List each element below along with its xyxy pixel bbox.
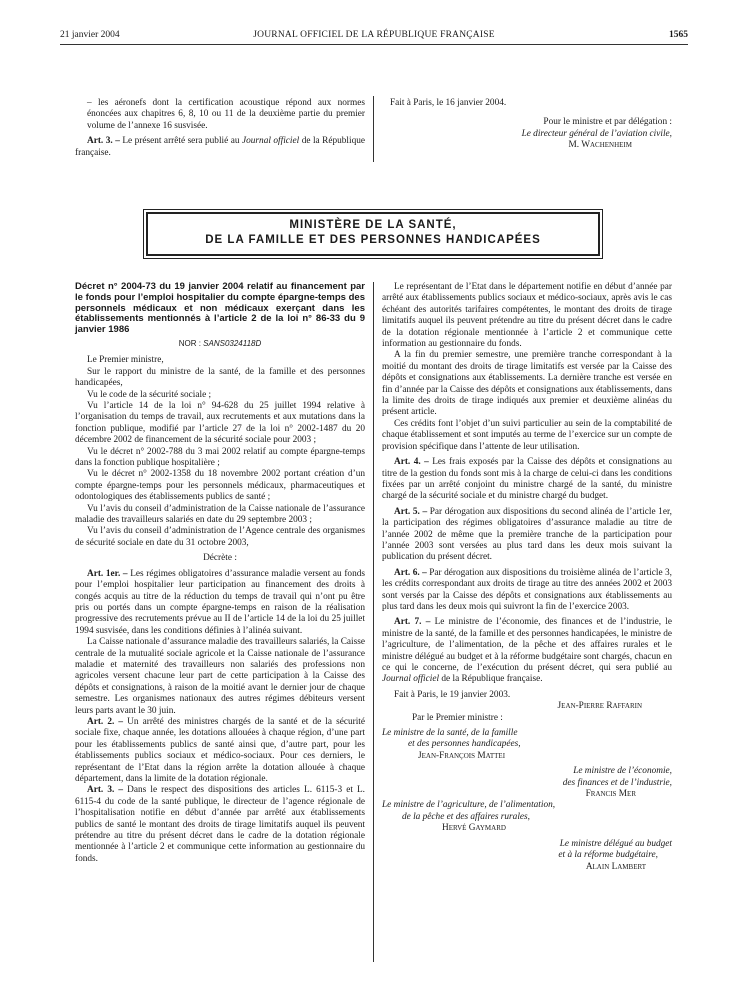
article-3-previous: Art. 3. – Le présent arrêté sera publié au Journal officiel de la République française. xyxy=(75,136,366,158)
decree-right-column xyxy=(382,282,672,873)
top-right-column xyxy=(390,98,672,152)
delegation-line: Pour le ministre et par délégation : xyxy=(543,117,672,128)
top-left-column xyxy=(75,98,365,159)
signature-block-sante: Le ministre de la santé, de la famille et des personnes handicapées, Jean-François Mattei xyxy=(382,728,521,761)
article-6: Art. 6. – Par dérogation aux dispositions du troisième alinéa de l’article 3, les crédits correspondant aux droits de tirage au titre des années 2002 et 2003 sont versés par la Caisse des dépôts et consignations aux établissements au plus tard dans les deux mois qui suivront la fin de l’exercice 2003. xyxy=(382,567,673,612)
visa: Sur le rapport du ministre de la santé, de la famille et des personnes handicapées, xyxy=(75,366,365,389)
article-1-paragraph-2: La Caisse nationale d’assurance maladie des travailleurs salariés, la Caisse centrale de la mutualité sociale agricole et la Caisse nationale de l’assurance maladie et maternité des travailleurs non salariés des professions non agricoles versent chacune leur part de cette participation à la Caisse des dépôts et consignations, à raison de la moitié avant le dernier jour de chaque semestre. Les organismes nationaux des autres régimes débiteurs versent leurs parts avant le 30 juin. xyxy=(75,637,365,716)
nor-reference: NOR : SANS0324118D xyxy=(178,338,262,348)
pm-name: Jean-Pierre Raffarin xyxy=(557,701,642,712)
article-2: Art. 2. – Un arrêté des ministres chargés de la santé et de la sécurité sociale fixe, chaque année, les dotations allouées à chaque région, d’une part pour les établissements publics de santé ainsi que, d’autre part, pour les établissements publics sociaux et médico-sociaux. Pour ces derniers, le représentant de l’Etat dans la région arrête la dotation allouée à chaque département, dans la limite de la dotation régionale. xyxy=(75,716,366,785)
header-journal-title: JOURNAL OFFICIEL DE LA RÉPUBLIQUE FRANÇAISE xyxy=(253,30,495,40)
article-1: Art. 1er. – Les régimes obligatoires d’assurance maladie versent au fonds pour l’emploi hospitalier leur participation au financement des droits à congés acquis au titre de la réduction du temps de travail qui n’ont pu être pris ou portés dans un compte épargne-temps en raison de la réalisation progressive des recrutements prévue au II de l’article 14 de la loi du 25 juillet 1994 susvisée, dans les conditions définies à l’alinéa suivant. xyxy=(75,568,365,636)
article-3-paragraph-4: Ces crédits font l’objet d’un suivi particulier au sein de la comptabilité de chaque établissement et sont imputés au terme de l’exercice sur un compte de provision spécifique dans l’attente de leur utilisation. xyxy=(382,418,672,452)
list-item: – les aéronefs dont la certification acoustique répond aux normes énoncées aux chapitres 6, 8, 10 ou 11 de la deuxième partie du premier volume de l’annexe 16 susvisée. xyxy=(87,98,365,131)
ministry-line-1: MINISTÈRE DE LA SANTÉ, xyxy=(289,219,457,231)
ministry-heading-box xyxy=(146,212,600,256)
article-3-paragraph-2: Le représentant de l’Etat dans le département notifie en début d’année par arrêté aux établissements publics sociaux et médico-sociaux, après avis le cas échéant des autorités tarifaires compétentes, le montant des droits de tirage limitatifs auquel ils peuvent prétendre au titre du présent décret dans le cadre de la dotation régionale mentionnée à l’article 2 et communique cette information au gestionnaire du fonds. xyxy=(382,282,672,350)
running-header xyxy=(60,30,688,44)
header-page-number: 1565 xyxy=(669,30,688,40)
signature-block-economie: Le ministre de l’économie, des finances et de l’industrie, Francis Mer xyxy=(562,766,672,800)
visa: Vu l’avis du conseil d’administration de l’Agence centrale des organismes de sécurité sociale en date du 31 octobre 2003, xyxy=(75,526,365,548)
column-separator xyxy=(373,96,374,162)
visa: Vu le code de la sécurité sociale ; xyxy=(87,389,212,400)
decree-left-column xyxy=(75,282,365,865)
header-rule xyxy=(60,44,688,45)
article-3-paragraph-3: A la fin du premier semestre, une première tranche correspondant à la moitié du montant des droits de tirage limitatifs est versée par la Caisse des dépôts et consignations aux établissements. La dernière tranche est versée en fin d’année par la Caisse des dépôts et consignations aux établissements, dans la limite des droits de tirage indiqués aux premier et deuxième alinéas du présent article. xyxy=(382,350,672,418)
visa: Vu l’article 14 de la loi n° 94-628 du 25 juillet 1994 relative à l’organisation du temps de travail, aux recrutements et aux mutations dans la fonction publique, modifié par l’article 27 de la loi n° 2002-1487 du 20 décembre 2002 de financement de la sécurité sociale pour 2003 ; xyxy=(75,401,365,446)
decree-title: Décret n° 2004-73 du 19 janvier 2004 relatif au financement par le fonds pour l’emploi hospitalier du compte épargne-temps des personnels médicaux et non médicaux exerçant dans les établissements mentionnés à l’article 2 de la loi n° 86-33 du 9 janvier 1986 xyxy=(75,281,365,336)
article-4: Art. 4. – Les frais exposés par la Caisse des dépôts et consignations au titre de la gestion du fonds sont mis à la charge de celui-ci dans les conditions fixées par un arrêté conjoint du ministre chargé de la santé, du ministre chargé de la sécurité sociale et du ministre chargé du budget. xyxy=(382,457,673,502)
par-le-premier-ministre: Par le Premier ministre : xyxy=(412,712,503,723)
visa: Vu l’avis du conseil d’administration de la Caisse nationale de l’assurance maladie des travailleurs salariés en date du 29 septembre 2003 ; xyxy=(75,503,365,526)
signatory-name: M. Wachenheim xyxy=(568,140,632,151)
signature-block-budget: Le ministre délégué au budget et à la réforme budgétaire, Alain Lambert xyxy=(558,838,672,872)
visa: Vu le décret n° 2002-788 du 3 mai 2002 relatif au compte épargne-temps dans la fonction publique hospitalière ; xyxy=(75,446,365,469)
article-7: Art. 7. – Le ministre de l’économie, des finances et de l’industrie, le ministre de la santé, de la famille et des personnes handicapées, le ministre de l’agriculture, de l’alimentation, de la pêche et des affaires rurales et le ministre délégué au budget et à la réforme budgétaire sont chargés, chacun en ce qui le concerne, de l’exécution du présent décret, qui sera publié au Journal officiel de la République française. xyxy=(382,617,672,685)
signature-block-agriculture: Le ministre de l’agriculture, de l’alimentation, de la pêche et des affaires rurales, Hervé Gaymard xyxy=(382,800,556,834)
column-separator xyxy=(373,282,374,962)
header-date: 21 janvier 2004 xyxy=(60,30,120,40)
ministry-line-2: DE LA FAMILLE ET DES PERSONNES HANDICAPÉES xyxy=(205,234,541,246)
article-5: Art. 5. – Par dérogation aux dispositions du second alinéa de l’article 1er, la participation des régimes obligatoires d’assurance maladie au titre de l’année 2002 de même que la première tranche de la participation pour l’année 2003 sont versées au plus tard dans les deux mois suivant la publication du présent décret. xyxy=(382,506,672,563)
article-3: Art. 3. – Dans le respect des dispositions des articles L. 6115-3 et L. 6115-4 du code de la santé publique, le directeur de l’agence régionale de l’hospitalisation notifie en début d’année par arrêté aux établissements publics de santé le montant des droits de tirage limitatifs auquel ils peuvent prétendre au titre du présent décret dans le cadre de la dotation régionale mentionnée à l’article 2 et communique cette information au gestionnaire du fonds. xyxy=(75,785,365,864)
premier-ministre: Le Premier ministre, xyxy=(87,355,164,366)
signatory-title: Le directeur général de l’aviation civile, xyxy=(521,128,672,139)
fait-a-paris: Fait à Paris, le 16 janvier 2004. xyxy=(390,98,507,108)
visa: Vu le décret n° 2002-1358 du 18 novembre 2002 portant création d’un compte épargne-temps pour les personnels médicaux, pharmaceutiques et odontologiques des établissements publics de santé ; xyxy=(75,469,365,503)
fait-a-paris-2: Fait à Paris, le 19 janvier 2003. xyxy=(394,689,511,700)
decrete: Décrète : xyxy=(203,553,237,564)
